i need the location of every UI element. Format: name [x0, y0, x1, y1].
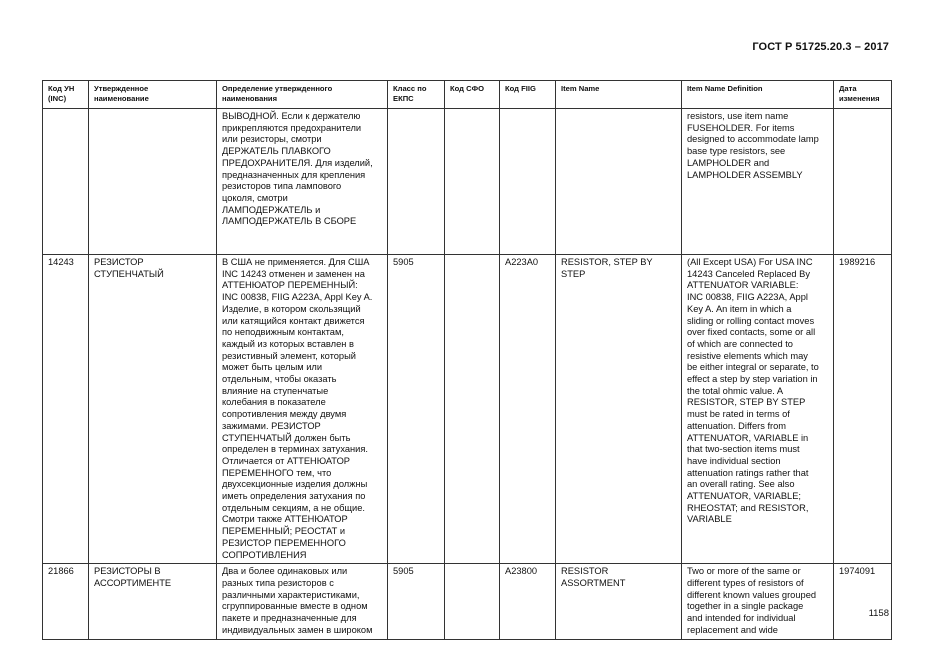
cell-fiig: A223A0: [500, 255, 556, 564]
cell-fsc: 5905: [388, 564, 445, 639]
table-row: [43, 255, 892, 564]
column-header-fiig-code: Код FIIG: [500, 81, 556, 109]
cell-fiig: [500, 109, 556, 255]
column-header-change-date: Дата изменения: [834, 81, 892, 109]
cell-date: 1989216: [834, 255, 892, 564]
column-header-item-name-definition: Item Name Definition: [682, 81, 834, 109]
cell-fiig: A23800: [500, 564, 556, 639]
table-row: [43, 109, 892, 255]
column-header-item-name: Item Name: [556, 81, 682, 109]
cell-item-name: RESISTOR ASSORTMENT: [556, 564, 682, 639]
cell-inc: 14243: [43, 255, 89, 564]
cell-date: [834, 109, 892, 255]
cell-definition-ru: Два и более одинаковых или разных типа резисторов с различными характеристиками, сгруппированные вместе в одном пакете и предназначенные для индивидуальных замен в широком: [217, 564, 388, 639]
cell-inc: 21866: [43, 564, 89, 639]
item-name-table: [42, 80, 892, 640]
cell-item-name: [556, 109, 682, 255]
cell-fsc: 5905: [388, 255, 445, 564]
document-standard-id: ГОСТ Р 51725.20.3 – 2017: [752, 41, 889, 53]
cell-name-ru: РЕЗИСТОР СТУПЕНЧАТЫЙ: [89, 255, 217, 564]
column-header-sfo-code: Код СФО: [445, 81, 500, 109]
cell-definition-en: Two or more of the same or different types of resistors of different known values grouped together in a single package and intended for individual replacement and wide: [682, 564, 834, 639]
cell-sfo: [445, 109, 500, 255]
cell-date: 1974091: [834, 564, 892, 639]
column-header-approved-definition: Определение утвержденного наименования: [217, 81, 388, 109]
table-row: [43, 564, 892, 639]
cell-definition-en: resistors, use item name FUSEHOLDER. For items designed to accommodate lamp base type resistors, see LAMPHOLDER and LAMPHOLDER ASSEMBLY: [682, 109, 834, 255]
column-header-approved-name: Утвержденное наименование: [89, 81, 217, 109]
cell-name-ru: РЕЗИСТОРЫ В АССОРТИМЕНТЕ: [89, 564, 217, 639]
page-number: 1158: [868, 608, 889, 619]
cell-fsc: [388, 109, 445, 255]
column-header-fsc-class: Класс по ЕКПС: [388, 81, 445, 109]
cell-sfo: [445, 564, 500, 639]
cell-sfo: [445, 255, 500, 564]
cell-inc: [43, 109, 89, 255]
cell-definition-ru: В США не применяется. Для США INC 14243 отменен и заменен на АТТЕНЮАТОР ПЕРЕМЕННЫЙ: INC 00838, FIIG A223A, Appl Key A. Изделие, в котором скользящий или катящийся контакт движется по неподвижным контактам, каждый из которых вставлен в резистивный элемент, который может быть целым или отдельным, чтобы оказать влияние на ступенчатые колебания в показателе сопротивления между двумя зажимами. РЕЗИСТОР СТУПЕНЧАТЫЙ должен быть определен в терминах затухания. Отличается от АТТЕНЮАТОР ПЕРЕМЕННОГО тем, что двухсекционные изделия должны иметь определения затухания по отдельным секциям, а не общие. Смотри также АТТЕНЮАТОР ПЕРЕМЕННЫЙ; РЕОСТАТ и РЕЗИСТОР ПЕРЕМЕННОГО СОПРОТИВЛЕНИЯ: [217, 255, 388, 564]
column-header-inc: Код УН (INC): [43, 81, 89, 109]
table-header-row: [43, 81, 892, 109]
cell-definition-ru: ВЫВОДНОЙ. Если к держателю прикрепляются предохранители или резисторы, смотри ДЕРЖАТЕЛЬ ПЛАВКОГО ПРЕДОХРАНИТЕЛЯ. Для изделий, предназначенных для крепления резисторов типа лампового цоколя, смотри ЛАМПОДЕРЖАТЕЛЬ и ЛАМПОДЕРЖАТЕЛЬ В СБОРЕ: [217, 109, 388, 255]
cell-name-ru: [89, 109, 217, 255]
cell-item-name: RESISTOR, STEP BY STEP: [556, 255, 682, 564]
cell-definition-en: (All Except USA) For USA INC 14243 Canceled Replaced By ATTENUATOR VARIABLE: INC 00838, FIIG A223A, Appl Key A. An item in which a sliding or rolling contact moves over fixed contacts, some or all of which are connected to resistive elements which may be either integral or separate, to effect a step by step variation in the total ohmic value. A RESISTOR, STEP BY STEP must be rated in terms of attenuation. Differs from ATTENUATOR, VARIABLE in that two-section items must have individual section attenuation ratings rather that an overall rating. See also ATTENUATOR, VARIABLE; RHEOSTAT; and RESISTOR, VARIABLE: [682, 255, 834, 564]
